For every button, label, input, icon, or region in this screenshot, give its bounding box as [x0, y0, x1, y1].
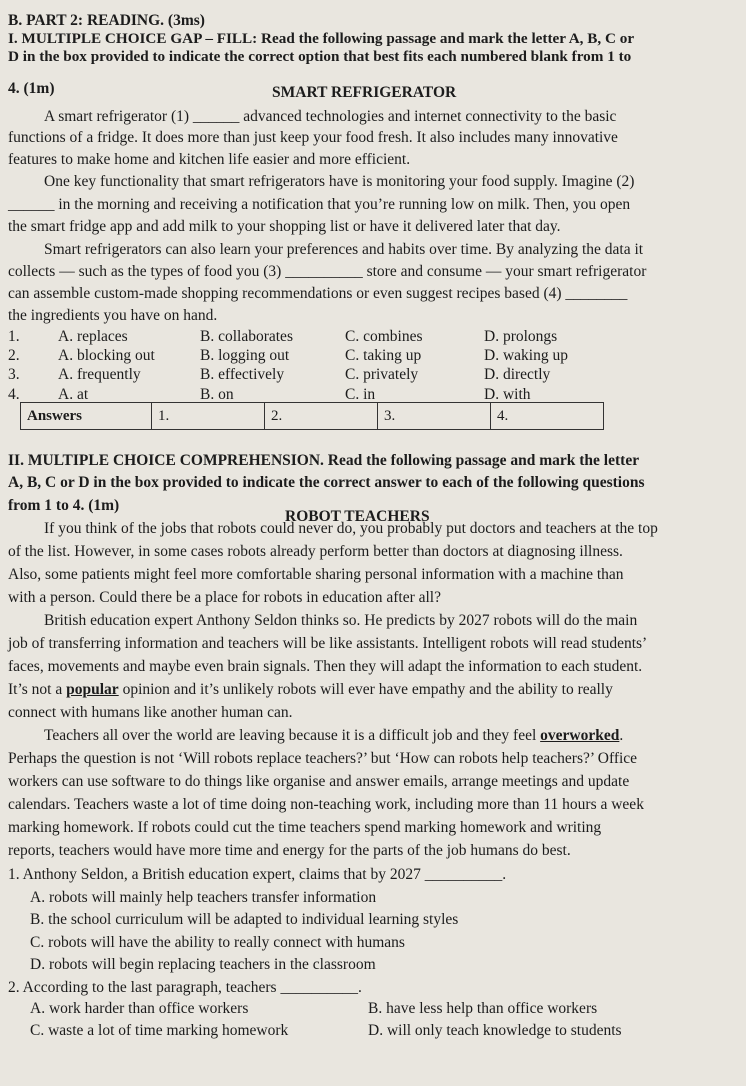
question-2: 2. According to the last paragraph, teachers __________. [8, 979, 362, 996]
option-d[interactable]: D. with [484, 386, 531, 403]
question-1-option-b[interactable]: B. the school curriculum will be adapted to individual learning styles [30, 911, 459, 928]
passage2-text: . [619, 727, 624, 744]
option-c[interactable]: C. privately [345, 366, 419, 383]
passage2-line: marking homework. If robots could cut the time teachers spend marking homework and writing [8, 819, 602, 836]
option-d[interactable]: D. prolongs [484, 328, 558, 345]
passage2-line: If you think of the jobs that robots could never do, you probably put doctors and teachers at the top [44, 520, 658, 537]
passage2-line: of the list. However, in some cases robots already perform better than doctors at diagnosing illness. [8, 543, 623, 560]
option-number: 3. [8, 366, 20, 383]
passage2-line: Also, some patients might feel more comfortable sharing personal information with a machine than [8, 566, 624, 583]
option-b[interactable]: B. logging out [200, 347, 290, 364]
question-1-option-d[interactable]: D. robots will begin replacing teachers in the classroom [30, 956, 376, 973]
passage2-line: British education expert Anthony Seldon thinks so. He predicts by 2027 robots will do the main [44, 612, 638, 629]
passage1-line: can assemble custom-made shopping recommendations or even suggest recipes based (4) ________ [8, 285, 628, 302]
passage1-line: A smart refrigerator (1) ______ advanced technologies and internet connectivity to the basic [44, 108, 617, 125]
option-c[interactable]: C. combines [345, 328, 423, 345]
section1-instruction-1: I. MULTIPLE CHOICE GAP – FILL: Read the following passage and mark the letter A, B, C or [8, 30, 635, 47]
section1-instruction-3: 4. (1m) [8, 80, 55, 97]
question-1-option-c[interactable]: C. robots will have the ability to really connect with humans [30, 934, 405, 951]
passage2-line: reports, teachers would have more time and energy for the parts of the job humans do best. [8, 842, 571, 859]
option-b[interactable]: B. collaborates [200, 328, 293, 345]
passage2-title: ROBOT TEACHERS [285, 508, 430, 525]
passage2-line: Perhaps the question is not ‘Will robots replace teachers?’ but ‘How can robots help teachers?’ Office [8, 750, 638, 767]
section2-instruction-3: from 1 to 4. (1m) [8, 497, 120, 514]
option-c[interactable]: C. in [345, 386, 376, 403]
option-number: 2. [8, 347, 20, 364]
passage1-title: SMART REFRIGERATOR [272, 84, 457, 101]
passage2-line: with a person. Could there be a place for robots in education after all? [8, 589, 441, 606]
question-2-option-a[interactable]: A. work harder than office workers [30, 1000, 249, 1017]
answer-box-3[interactable]: 3. [378, 403, 491, 430]
highlighted-word-overworked: overworked [540, 727, 620, 744]
part-heading: B. PART 2: READING. (3ms) [8, 12, 205, 29]
passage2-text: Teachers all over the world are leaving because it is a difficult job and they feel [44, 727, 537, 744]
passage1-line: the smart fridge app and add milk to your shopping list or have it delivered later that day. [8, 218, 561, 235]
passage2-line: calendars. Teachers waste a lot of time doing non-teaching work, including more than 11 hours a week [8, 796, 644, 813]
passage1-line: Smart refrigerators can also learn your preferences and habits over time. By analyzing the data it [44, 241, 644, 258]
option-a[interactable]: A. replaces [58, 328, 128, 345]
option-a[interactable]: A. frequently [58, 366, 141, 383]
passage2-line: connect with humans like another human can. [8, 704, 293, 721]
option-a[interactable]: A. at [58, 386, 89, 403]
passage2-line [8, 681, 613, 699]
passage1-line: the ingredients you have on hand. [8, 307, 218, 324]
section1-instruction-2: D in the box provided to indicate the correct option that best fits each numbered blank from 1 to [8, 48, 632, 65]
passage2-line: workers can use software to do things like organise and answer emails, arrange meetings and update [8, 773, 630, 790]
question-2-option-b[interactable]: B. have less help than office workers [368, 1000, 598, 1017]
option-b[interactable]: B. effectively [200, 366, 285, 383]
option-number: 4. [8, 386, 20, 403]
passage1-line: ______ in the morning and receiving a notification that you’re running low on milk. Then, you open [8, 196, 631, 213]
answer-box-4[interactable]: 4. [491, 403, 604, 430]
answer-box-1[interactable]: 1. [152, 403, 265, 430]
passage2-text: opinion and it’s unlikely robots will ever have empathy and the ability to really [122, 681, 613, 698]
question-2-option-d[interactable]: D. will only teach knowledge to students [368, 1022, 622, 1039]
answer-table [20, 402, 604, 430]
section2-instruction-1: II. MULTIPLE CHOICE COMPREHENSION. Read the following passage and mark the letter [8, 452, 640, 469]
answers-label: Answers [21, 403, 152, 430]
question-1: 1. Anthony Seldon, a British education expert, claims that by 2027 __________. [8, 866, 507, 883]
option-b[interactable]: B. on [200, 386, 234, 403]
option-d[interactable]: D. directly [484, 366, 551, 383]
passage1-line: features to make home and kitchen life easier and more efficient. [8, 151, 411, 168]
question-2-option-c[interactable]: C. waste a lot of time marking homework [30, 1022, 289, 1039]
passage2-line [44, 727, 623, 745]
passage2-line: faces, movements and maybe even brain signals. Then they will adapt the information to each student. [8, 658, 643, 675]
option-number: 1. [8, 328, 20, 345]
option-d[interactable]: D. waking up [484, 347, 568, 364]
section2-instruction-2: A, B, C or D in the box provided to indicate the correct answer to each of the following questions [8, 474, 645, 491]
question-1-option-a[interactable]: A. robots will mainly help teachers transfer information [30, 889, 377, 906]
passage2-text: It’s not a [8, 681, 63, 698]
passage1-line: functions of a fridge. It does more than just keep your food fresh. It also includes many innovative [8, 129, 618, 146]
answer-box-2[interactable]: 2. [265, 403, 378, 430]
option-c[interactable]: C. taking up [345, 347, 422, 364]
option-a[interactable]: A. blocking out [58, 347, 155, 364]
highlighted-word-popular: popular [66, 681, 119, 698]
passage1-line: One key functionality that smart refrigerators have is monitoring your food supply. Imagine (2) [44, 173, 635, 190]
passage1-line: collects — such as the types of food you (3) __________ store and consume — your smart refrigerator [8, 263, 647, 280]
passage2-line: job of transferring information and teachers will be like assistants. Intelligent robots will read students’ [8, 635, 648, 652]
